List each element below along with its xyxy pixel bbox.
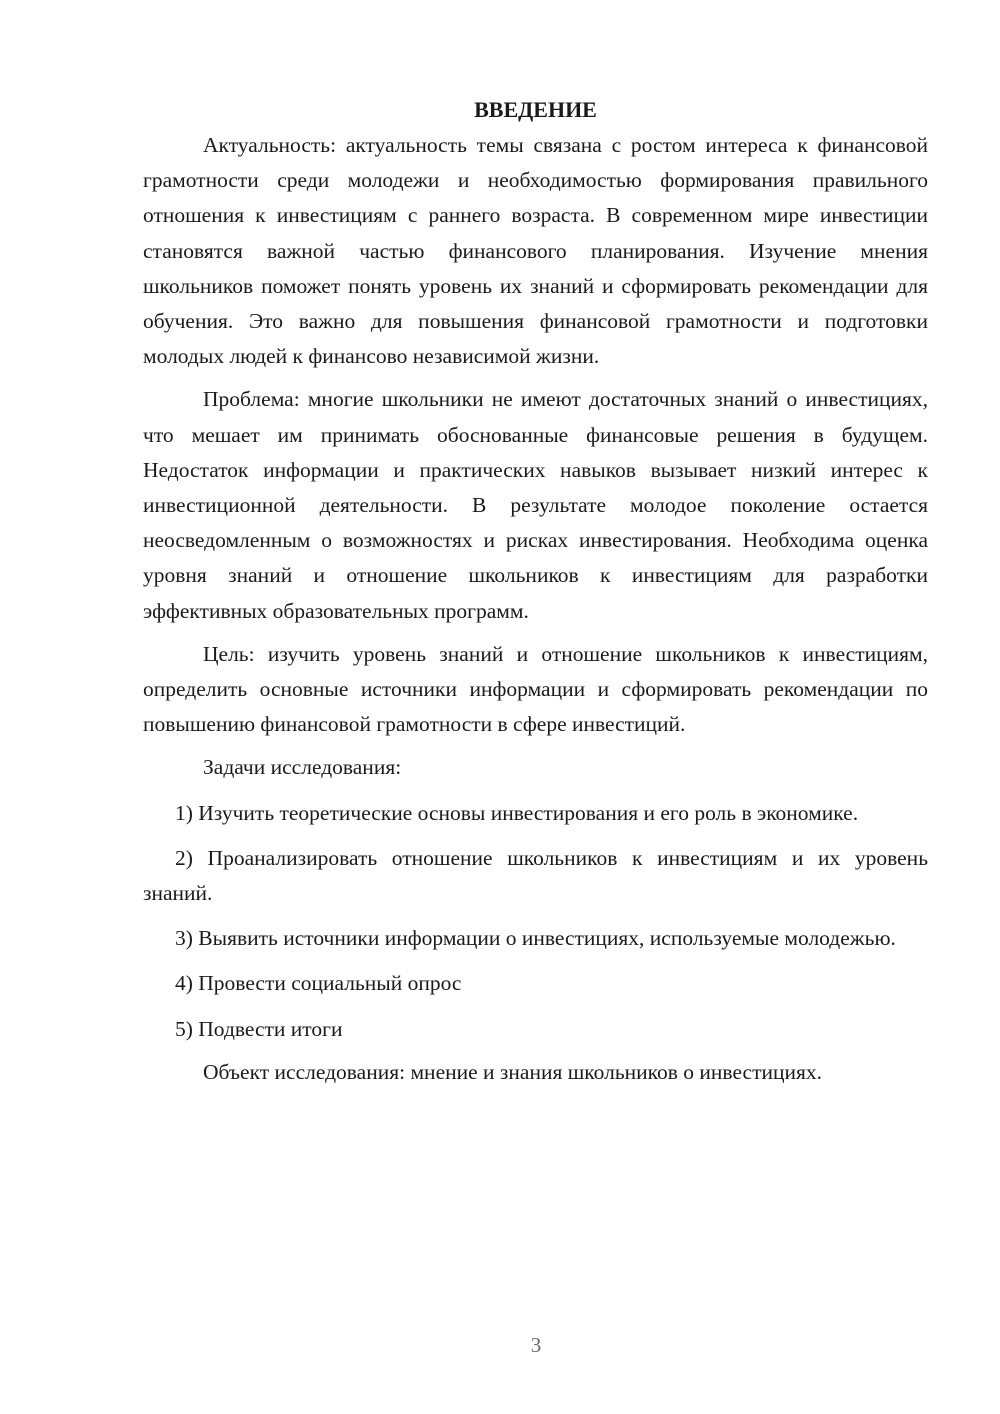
object-paragraph: Объект исследования: мнение и знания школьников о инвестициях.: [203, 1059, 822, 1084]
tasks-title: Задачи исследования:: [203, 755, 402, 780]
task-item-3: 3) Выявить источники информации о инвестициях, используемые молодежью.: [175, 926, 896, 951]
page-number: 3: [530, 1333, 542, 1357]
relevance-paragraph: Актуальность: актуальность темы связана с ростом интереса к финансовой грамотности среди молодежи и необходимостью формирования правильного отношения к инвестициям с раннего возраста. В современном мире инвестиции становятся важной частью финансового планирования. Изучение мнения школьников поможет понять уровень их знаний и сформировать рекомендации для обучения. Это важно для повышения финансовой грамотности и подготовки молодых людей к финансово независимой жизни.: [143, 133, 928, 369]
task-item-5: 5) Подвести итоги: [175, 1016, 343, 1041]
problem-paragraph: Проблема: многие школьники не имеют достаточных знаний о инвестициях, что мешает им принимать обоснованные финансовые решения в будущем. Недостаток информации и практических навыков вызывает низкий интерес к инвестиционной деятельности. В результате молодое поколение остается неосведомленным о возможностях и рисках инвестирования. Необходима оценка уровня знаний и отношение школьников к инвестициям для разработки эффективных образовательных программ.: [143, 387, 928, 623]
task-item-1: 1) Изучить теоретические основы инвестирования и его роль в экономике.: [175, 800, 859, 825]
section-heading: ВВЕДЕНИЕ: [474, 97, 597, 122]
task-item-2: 2) Проанализировать отношение школьников к инвестициям и их уровень знаний.: [143, 845, 928, 906]
goal-paragraph: Цель: изучить уровень знаний и отношение школьников к инвестициям, определить основные источники информации и сформировать рекомендации по повышению финансовой грамотности в сфере инвестиций.: [143, 641, 928, 737]
task-item-4: 4) Провести социальный опрос: [175, 971, 462, 996]
document-page: [143, 92, 928, 1090]
